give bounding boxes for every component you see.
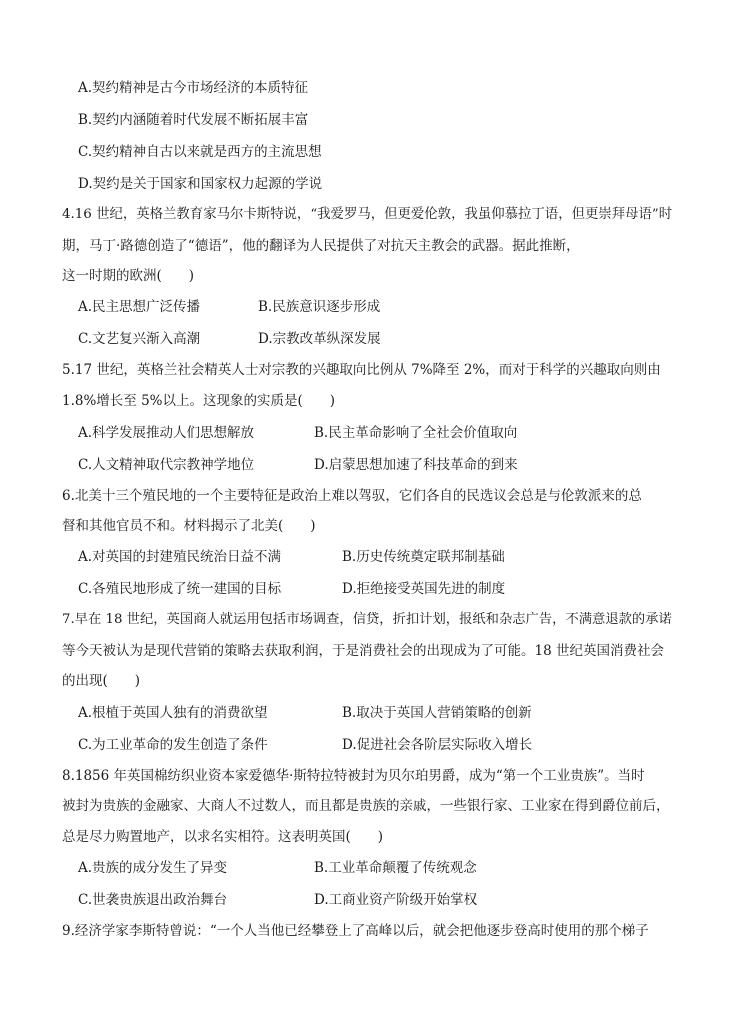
- q5-option-c: C.人文精神取代宗教神学地位: [78, 457, 255, 473]
- q4-option-b: B.民族意识逐步形成: [258, 299, 381, 315]
- q7-option-b: B.取决于英国人营销策略的创新: [342, 705, 532, 721]
- q7-stem-line1: 7.早在 18 世纪，英国商人就运用包括市场调查，信贷，折扣计划，报纸和杂志广告，不满意退款的承诺: [62, 612, 672, 627]
- q7-option-a: A.根植于英国人独有的消费欲望: [78, 705, 268, 721]
- q6-option-b: B.历史传统奠定联邦制基础: [342, 549, 505, 565]
- q4-option-c: C.文艺复兴渐入高潮: [78, 331, 201, 347]
- q5-stem-line2: 1.8%增长至 5%以上。这现象的实质是( ): [62, 393, 336, 409]
- q9-stem-line1: 9.经济学家李斯特曾说：“一个人当他已经攀登上了高峰以后，就会把他逐步登高时使用的那个梯子: [62, 923, 649, 939]
- q6-option-a: A.对英国的封建殖民统治日益不满: [78, 549, 282, 565]
- q6-stem-line1: 6.北美十三个殖民地的一个主要特征是政治上难以驾驭，它们各自的民选议会总是与伦敦派来的总: [62, 488, 642, 504]
- q8-option-b: B.工业革命颠覆了传统观念: [314, 860, 477, 876]
- q8-stem-line1: 8.1856 年英国棉纺织业资本家爱德华·斯特拉特被封为贝尔珀男爵，成为“第一个工业贵族”。当时: [62, 768, 645, 784]
- q6-option-d: D.拒绝接受英国先进的制度: [342, 581, 506, 597]
- q5-option-d: D.启蒙思想加速了科技革命的到来: [314, 457, 518, 473]
- q3-option-b: B.契约内涵随着时代发展不断拓展丰富: [78, 112, 309, 128]
- q5-option-a: A.科学发展推动人们思想解放: [78, 425, 255, 441]
- q7-stem-line2: 等今天被认为是现代营销的策略去获取利润，于是消费社会的出现成为了可能。18 世纪英国消费社会: [62, 643, 664, 659]
- q6-stem-line2: 督和其他官员不和。材料揭示了北美( ): [62, 518, 316, 534]
- q7-option-d: D.促进社会各阶层实际收入增长: [342, 737, 533, 753]
- q8-stem-line3: 总是尽力购置地产，以求名实相符。这表明英国( ): [62, 829, 384, 845]
- q7-option-c: C.为工业革命的发生创造了条件: [78, 737, 268, 753]
- q5-option-b: B.民主革命影响了全社会价值取向: [314, 425, 518, 441]
- q8-option-d: D.工商业资产阶级开始掌权: [314, 892, 478, 908]
- q5-stem-line1: 5.17 世纪，英格兰社会精英人士对宗教的兴趣取向比例从 7%降至 2%，而对于科学的兴趣取向则由: [62, 362, 661, 378]
- q6-option-c: C.各殖民地形成了统一建国的目标: [78, 581, 282, 597]
- q8-option-c: C.世袭贵族退出政治舞台: [78, 892, 228, 908]
- q3-option-c: C.契约精神自古以来就是西方的主流思想: [78, 144, 322, 160]
- q4-option-d: D.宗教改革纵深发展: [258, 331, 381, 347]
- q4-option-a: A.民主思想广泛传播: [78, 299, 201, 315]
- q4-stem-line1: 4.16 世纪，英格兰教育家马尔卡斯特说，“我爱罗马，但更爱伦敦，我虽仰慕拉丁语，但更崇拜母语”时: [62, 207, 673, 222]
- q8-stem-line2: 被封为贵族的金融家、大商人不过数人，而且都是贵族的亲戚，一些银行家、工业家在得到爵位前后，: [62, 798, 670, 814]
- q4-stem-line3: 这一时期的欧洲( ): [62, 268, 195, 284]
- q4-stem-line2: 期，马丁·路德创造了“德语”，他的翻译为人民提供了对抗天主教会的武器。据此推断，: [62, 238, 580, 254]
- q3-option-d: D.契约是关于国家和国家权力起源的学说: [78, 176, 323, 192]
- q3-option-a: A.契约精神是古今市场经济的本质特征: [78, 80, 309, 96]
- q7-stem-line3: 的出现( ): [62, 673, 141, 689]
- q8-option-a: A.贵族的成分发生了异变: [78, 860, 228, 876]
